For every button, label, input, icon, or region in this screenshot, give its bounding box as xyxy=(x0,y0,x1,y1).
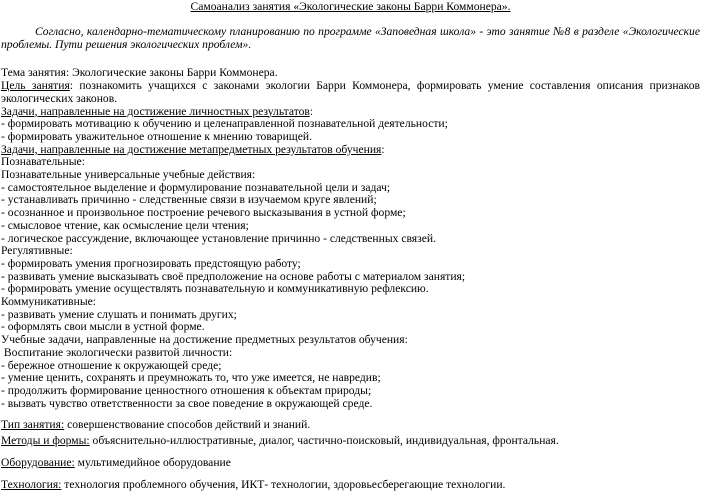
list-item: - формировать умения прогнозировать предстоящую работу; xyxy=(1,256,301,270)
list-item: - логическое рассуждение, включающее установление причинно - следственных связей. xyxy=(1,231,436,245)
list-item: - развивать умение слушать и понимать других; xyxy=(1,307,237,321)
list-item: - осознанное и произвольное построение речевого высказывания в устной форме; xyxy=(1,206,406,220)
cognitive-label: Познавательные: xyxy=(1,155,85,169)
methods-label: Методы и формы: xyxy=(1,434,90,448)
lesson-type-label: Тип занятия: xyxy=(1,418,65,432)
document-title: Самоанализ занятия «Экологические законы Барри Коммонера». xyxy=(190,0,511,13)
goal-text: : познакомить учащихся с законами экологии Барри Коммонера, формировать умение составления описания признаков экологических законов. xyxy=(1,79,700,105)
list-item: - оформлять свои мысли в устной форме. xyxy=(1,320,205,334)
list-item: - формировать умение осуществлять познавательную и коммуникативную рефлексию. xyxy=(1,282,429,296)
meta-heading xyxy=(1,144,700,157)
lesson-goal xyxy=(1,80,700,105)
regulatory-label: Регулятивные: xyxy=(1,244,73,258)
universal-label: Познавательные универсальные учебные действия: xyxy=(1,168,256,182)
subject-subheading: Воспитание экологически развитой личности: xyxy=(1,345,233,359)
lesson-type xyxy=(1,419,700,432)
communicative-label: Коммуникативные: xyxy=(1,295,97,309)
list-item: - устанавливать причинно - следственные связи в изучаемом круге явлений; xyxy=(1,193,377,207)
list-item: - формировать мотивацию к обучению и целенаправленной познавательной деятельности; xyxy=(1,117,448,131)
equipment-text: мультимедийное оборудование xyxy=(74,455,231,469)
equipment-label: Оборудование: xyxy=(1,455,75,469)
personal-heading-text: Задачи, направленные на достижение личностных результатов xyxy=(1,104,310,118)
methods xyxy=(1,435,700,448)
list-item: - бережное отношение к окружающей среде; xyxy=(1,358,222,372)
technology-text: технология проблемного обучения, ИКТ- технологии, здоровьесберегающие технологии. xyxy=(61,477,506,491)
meta-heading-text: Задачи, направленные на достижение метапредметных результатов обучения xyxy=(1,142,382,156)
technology-label: Технология: xyxy=(1,477,62,491)
list-item: - смысловое чтение, как осмысление цели чтения; xyxy=(1,218,249,232)
list-item: - умение ценить, сохранять и преумножать то, что уже имеется, не навредив; xyxy=(1,371,381,385)
list-item: - продолжить формирование ценностного отношения к объектам природы; xyxy=(1,383,372,397)
goal-label: Цель занятия xyxy=(1,79,70,93)
meta-heading-colon: : xyxy=(381,142,385,156)
intro-paragraph: Согласно, календарно-тематическому планированию по программе «Заповедная школа» - это занятие №8 в разделе «Экологические проблемы. Пути решения экологических проблем». xyxy=(1,25,700,51)
list-item: - формировать уважительное отношение к мнению товарищей. xyxy=(1,129,312,143)
equipment xyxy=(1,457,700,470)
lesson-topic: Тема занятия: Экологические законы Барри Коммонера. xyxy=(1,66,278,80)
lesson-type-text: совершенствование способов действий и знаний. xyxy=(64,418,311,432)
technology xyxy=(1,479,700,492)
list-item: - самостоятельное выделение и формулирование познавательной цели и задач; xyxy=(1,180,391,194)
methods-text: объяснительно-иллюстративные, диалог, частично-поисковый, индивидуальная, фронтальная. xyxy=(89,434,559,448)
personal-heading-colon: : xyxy=(309,104,314,118)
list-item: - вызвать чувство ответственности за свое поведение в окружающей среде. xyxy=(1,396,373,410)
list-item: - развивать умение высказывать своё предположение на основе работы с материалом занятия; xyxy=(1,269,466,283)
subject-heading: Учебные задачи, направленные на достижение предметных результатов обучения: xyxy=(1,333,408,347)
